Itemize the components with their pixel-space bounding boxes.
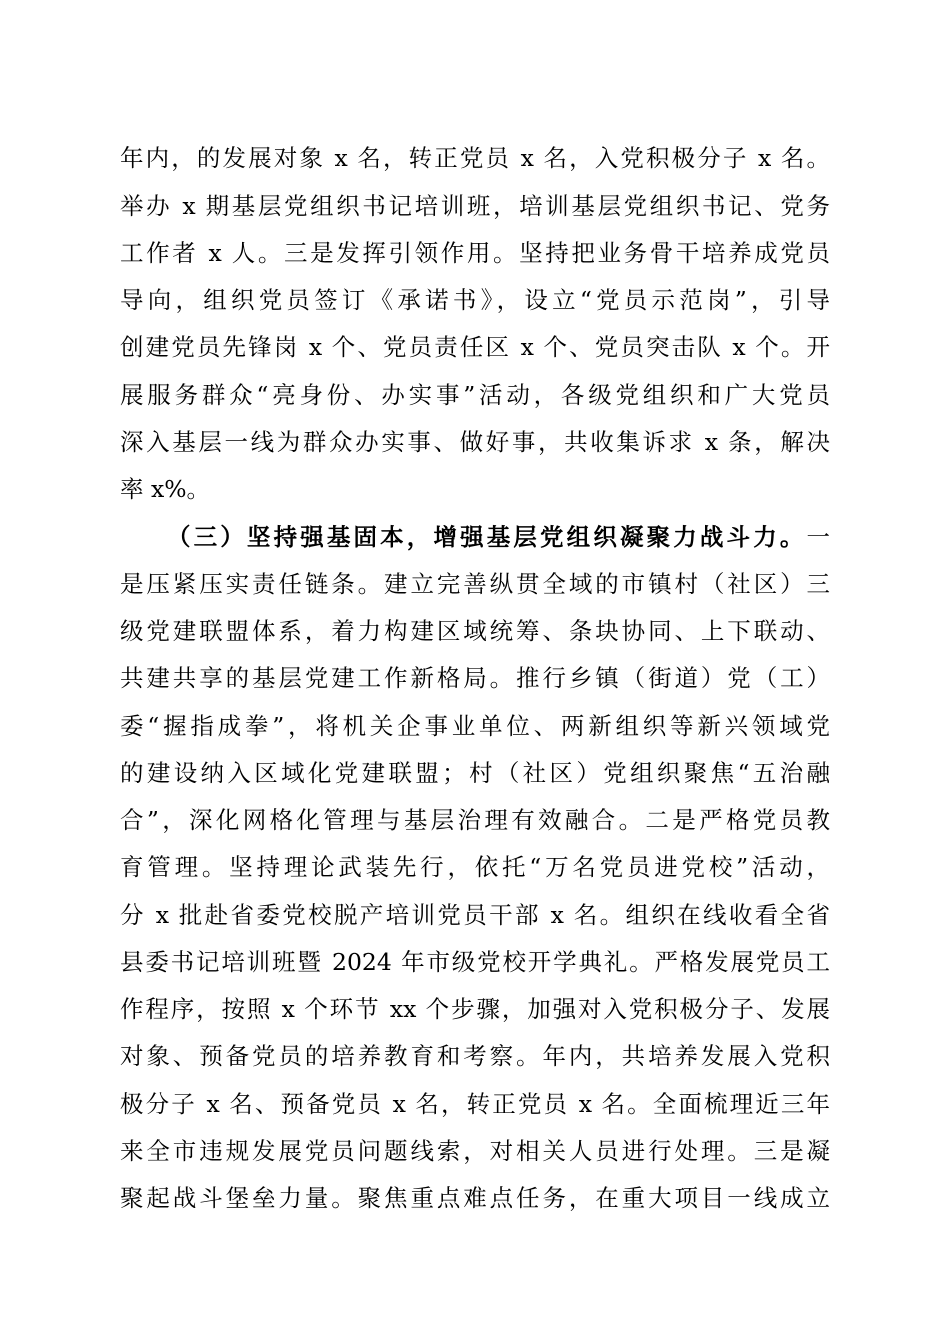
text-line: 合”，深化网格化管理与基层治理有效融合。二是严格党员教 — [120, 806, 830, 834]
text-line: 率 x%。 — [120, 475, 211, 503]
text-line: 共建共享的基层党建工作新格局。推行乡镇（街道）党（工） — [120, 664, 830, 692]
text-line: 工作者 x 人。三是发挥引领作用。坚持把业务骨干培养成党员 — [120, 239, 830, 267]
text-line: 举办 x 期基层党组织书记培训班，培训基层党组织书记、党务 — [120, 192, 830, 220]
text-fragment: 一 — [806, 523, 830, 551]
text-line: 的建设纳入区域化党建联盟；村（社区）党组织聚焦“五治融 — [120, 759, 830, 787]
text-line: 深入基层一线为群众办实事、做好事，共收集诉求 x 条，解决 — [120, 428, 830, 456]
text-line: 聚起战斗堡垒力量。聚焦重点难点任务，在重大项目一线成立 — [120, 1184, 830, 1212]
text-line: 对象、预备党员的培养教育和考察。年内，共培养发展入党积 — [120, 1042, 830, 1070]
section-heading: （三）坚持强基固本，增强基层党组织凝聚力战斗力。 — [167, 523, 807, 551]
text-line: 创建党员先锋岗 x 个、党员责任区 x 个、党员突击队 x 个。开 — [120, 333, 830, 361]
text-line: 展服务群众“亮身份、办实事”活动，各级党组织和广大党员 — [120, 381, 830, 409]
text-line: 级党建联盟体系，着力构建区域统筹、条块协同、上下联动、 — [120, 617, 830, 645]
text-line: 县委书记培训班暨 2024 年市级党校开学典礼。严格发展党员工 — [120, 948, 830, 976]
section-heading-line — [167, 517, 830, 557]
text-line: 委“握指成拳”，将机关企事业单位、两新组织等新兴领域党 — [120, 712, 830, 740]
text-line: 是压紧压实责任链条。建立完善纵贯全域的市镇村（社区）三 — [120, 570, 830, 598]
text-line: 作程序，按照 x 个环节 xx 个步骤，加强对入党积极分子、发展 — [120, 995, 830, 1023]
text-line: 年内，的发展对象 x 名，转正党员 x 名，入党积极分子 x 名。 — [120, 144, 830, 172]
text-line: 育管理。坚持理论武装先行，依托“万名党员进党校”活动， — [120, 853, 830, 881]
text-line: 极分子 x 名、预备党员 x 名，转正党员 x 名。全面梳理近三年 — [120, 1090, 830, 1118]
text-line: 导向，组织党员签订《承诺书》，设立“党员示范岗”，引导 — [120, 286, 830, 314]
text-line: 分 x 批赴省委党校脱产培训党员干部 x 名。组织在线收看全省 — [120, 901, 830, 929]
text-line: 来全市违规发展党员问题线索，对相关人员进行处理。三是凝 — [120, 1137, 830, 1165]
